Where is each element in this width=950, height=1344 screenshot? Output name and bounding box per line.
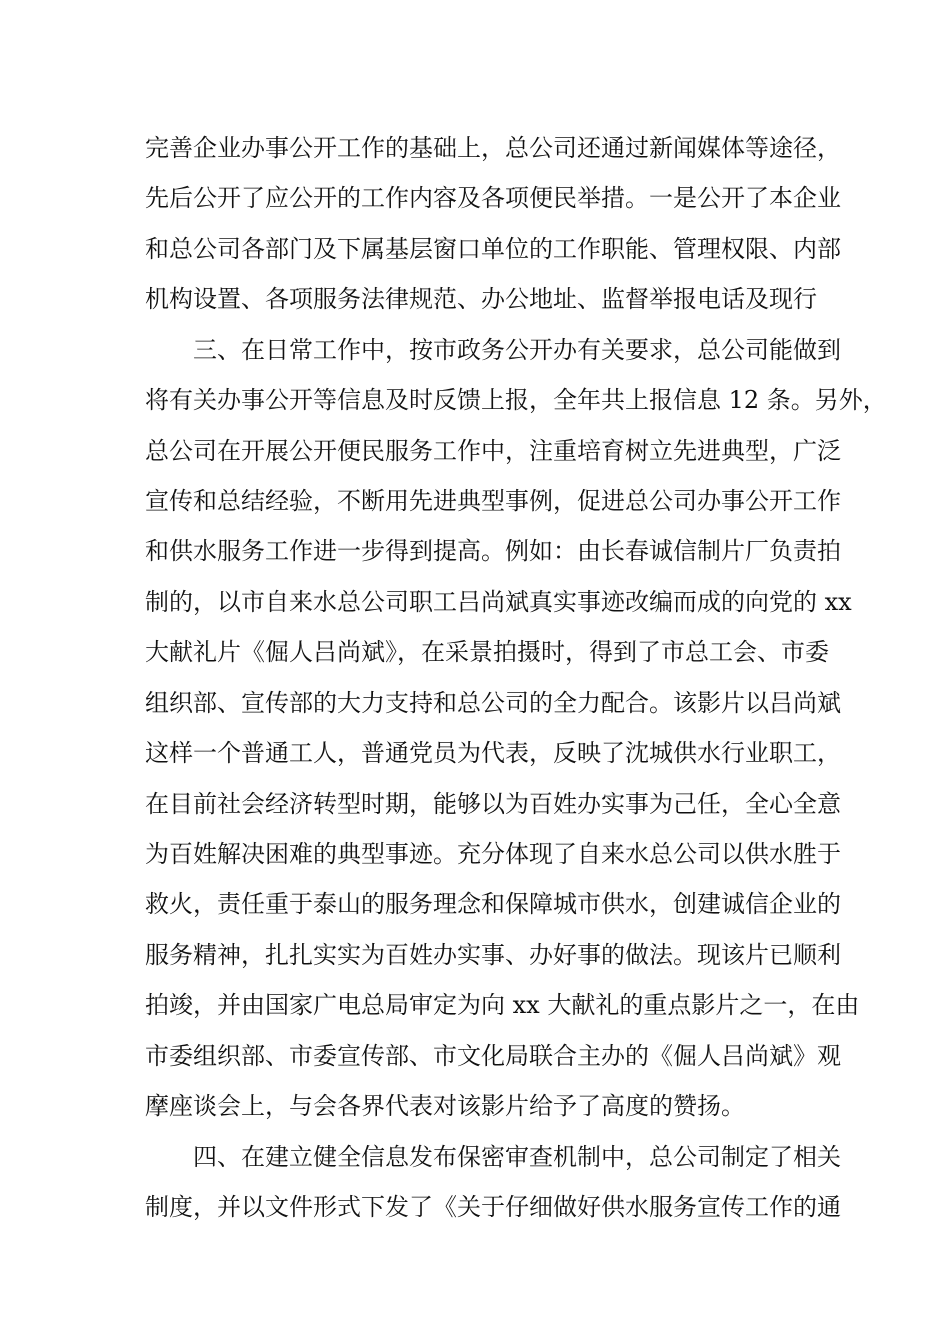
text-line: 制度，并以文件形式下发了《关于仔细做好供水服务宣传工作的通 xyxy=(145,1193,841,1221)
text-line: 宣传和总结经验，不断用先进典型事例，促进总公司办事公开工作 xyxy=(145,487,841,515)
text-line: 制的，以市自来水总公司职工吕尚斌真实事迹改编而成的向党的 xx xyxy=(145,588,852,616)
text-line: 在目前社会经济转型时期，能够以为百姓办实事为己任，全心全意 xyxy=(145,790,841,818)
text-line: 和总公司各部门及下属基层窗口单位的工作职能、管理权限、内部 xyxy=(145,235,841,263)
text-line: 和供水服务工作进一步得到提高。例如：由长春诚信制片厂负责拍 xyxy=(145,537,841,565)
text-line: 组织部、宣传部的大力支持和总公司的全力配合。该影片以吕尚斌 xyxy=(145,689,841,717)
text-line: 大献礼片《倔人吕尚斌》，在采景拍摄时，得到了市总工会、市委 xyxy=(145,638,829,666)
paragraph-start-line: 三、在日常工作中，按市政务公开办有关要求，总公司能做到 xyxy=(193,336,841,364)
text-line: 摩座谈会上，与会各界代表对该影片给予了高度的赞扬。 xyxy=(145,1092,745,1120)
text-line: 拍竣，并由国家广电总局审定为向 xx 大献礼的重点影片之一，在由 xyxy=(145,991,860,1019)
text-line: 先后公开了应公开的工作内容及各项便民举措。一是公开了本企业 xyxy=(145,184,841,212)
text-line: 将有关办事公开等信息及时反馈上报，全年共上报信息 12 条。另外， xyxy=(145,386,887,414)
text-line: 服务精神，扎扎实实为百姓办实事、办好事的做法。现该片已顺利 xyxy=(145,941,841,969)
paragraph-start-line: 四、在建立健全信息发布保密审查机制中，总公司制定了相关 xyxy=(193,1143,841,1171)
text-line: 为百姓解决困难的典型事迹。充分体现了自来水总公司以供水胜于 xyxy=(145,840,841,868)
text-line: 这样一个普通工人，普通党员为代表，反映了沈城供水行业职工， xyxy=(145,739,841,767)
text-line: 市委组织部、市委宣传部、市文化局联合主办的《倔人吕尚斌》观 xyxy=(145,1042,841,1070)
text-line: 总公司在开展公开便民服务工作中，注重培育树立先进典型，广泛 xyxy=(145,437,841,465)
text-line: 完善企业办事公开工作的基础上，总公司还通过新闻媒体等途径， xyxy=(145,134,841,162)
text-line: 救火，责任重于泰山的服务理念和保障城市供水，创建诚信企业的 xyxy=(145,890,841,918)
text-line: 机构设置、各项服务法律规范、办公地址、监督举报电话及现行 xyxy=(145,285,817,313)
